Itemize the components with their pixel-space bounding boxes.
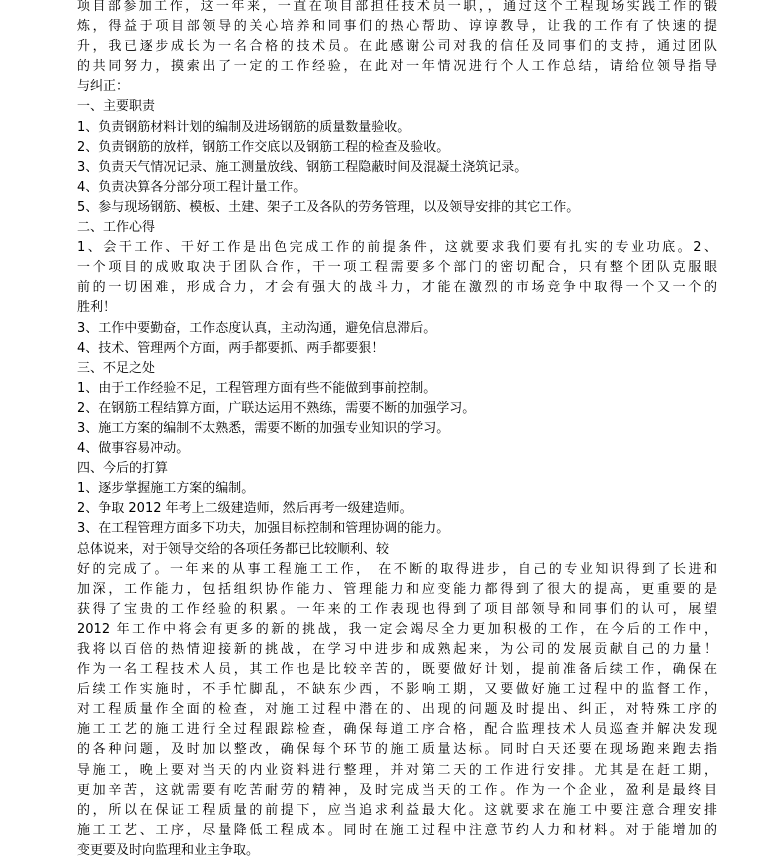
text-line: 总体说来，对于领导交给的各项任务都已比较顺利、较: [77, 541, 390, 557]
document-body: [77, 0, 717, 861]
text-line: 1、由于工作经验不足，工程管理方面有些不能做到事前控制。: [77, 380, 437, 396]
text-line: 2、负责钢筋的放样，钢筋工作交底以及钢筋工程的检查及验收。: [77, 139, 450, 155]
text-line: 4、技术、管理两个方面，两手都要抓、两手都要狠！: [77, 340, 385, 356]
text-line: 四、今后的打算: [77, 461, 169, 477]
text-line: 一个项目的成败取决于团队合作，干一项工程需要多个部门的密切配合，只有整个团队克服眼: [77, 260, 717, 276]
text-line: 3、负责天气情况记录、施工测量放线、钢筋工程隐蔽时间及混凝土浇筑记录。: [77, 159, 528, 175]
text-line: 炼，得益于项目部领导的关心培养和同事们的热心帮助、谆谆教导，让我的工作有了快速的提: [77, 19, 717, 35]
text-line: 三、不足之处: [77, 360, 156, 376]
text-line: 加深，工作能力，包括组织协作能力、管理能力和应变能力都得到了很大的提高，更重要的是: [77, 581, 717, 597]
text-line: 对工程质量作全面的检查，对施工过程中潜在的、出现的问题及时提出、纠正，对特殊工序的: [77, 702, 717, 718]
text-line: 好的完成了。一年来的从事工程施工工作， 在不断的取得进步，自己的专业知识得到了长进和: [77, 561, 717, 577]
text-line: 4、做事容易冲动。: [77, 441, 190, 457]
text-line: 施工工艺、工序，尽量降低工程成本。同时在施工过程中注意节约人力和材料。对于能增加的: [77, 822, 717, 838]
text-line: 2、在钢筋工程结算方面，广联达运用不熟练，需要不断的加强学习。: [77, 400, 476, 416]
text-line: 的共同努力，摸索出了一定的工作经验，在此对一年情况进行个人工作总结，请给位领导指导: [77, 59, 717, 75]
text-line: 项目部参加工作，这一年来，一直在项目部担任技术员一职，，通过这个工程现场实践工作的锻: [77, 0, 717, 14]
text-line: 更加辛苦，这就需要有吃苦耐劳的精神，及时完成当天的工作。作为一个企业，盈利是最终目: [77, 782, 717, 798]
text-line: 1、逐步掌握施工方案的编制。: [77, 481, 255, 497]
text-line: 前的一切困难，形成合力，才会有强大的战斗力，才能在激烈的市场竞争中取得一个又一个的: [77, 280, 717, 296]
text-line: 的，所以在保证工程质量的前提下，应当追求利益最大化。这就要求在施工中要注意合理安排: [77, 802, 717, 818]
text-line: 一、主要职责: [77, 99, 156, 115]
text-line: 胜利！: [77, 300, 117, 316]
text-line: 1、负责钢筋材料计划的编制及进场钢筋的质量数量验收。: [77, 119, 411, 135]
text-line: 获得了宝贵的工作经验的积累。一年来的工作表现也得到了项目部领导和同事们的认可，展望: [77, 601, 717, 617]
text-line: 我将以百倍的热情迎接新的挑战，在学习中进步和成熟起来，为公司的发展贡献自己的力量！: [77, 642, 717, 657]
text-line: 与纠正：: [77, 79, 130, 95]
text-line: 二、工作心得: [77, 220, 156, 236]
text-line: 3、施工方案的编制不太熟悉，需要不断的加强专业知识的学习。: [77, 420, 450, 436]
text-line: 3、工作中要勤奋，工作态度认真，主动沟通，避免信息滞后。: [77, 320, 437, 336]
text-line: 变更要及时向监理和业主争取。: [77, 842, 260, 858]
text-line: 1、会干工作、干好工作是出色完成工作的前提条件，这就要求我们要有扎实的专业功底。2、: [77, 240, 717, 256]
text-line: 的各种问题，及时加以整改，确保每个环节的施工质量达标。同时白天还要在现场跑来跑去指: [77, 742, 717, 758]
text-line: 作为一名工程技术人员，其工作也是比较辛苦的，既要做好计划，提前准备后续工作，确保在: [77, 662, 717, 678]
text-line: 施工工艺的施工进行全过程跟踪检查，确保每道工序合格，配合监理技术人员巡查并解决发现: [77, 722, 717, 738]
text-line: 导施工，晚上要对当天的内业资料进行整理，并对第二天的工作进行安排。尤其是在赶工期，: [77, 762, 717, 778]
text-line: 2012 年工作中将会有更多的新的挑战，我一定会竭尽全力更加积极的工作，在今后的工作中，: [77, 621, 717, 637]
text-line: 3、在工程管理方面多下功夫，加强目标控制和管理协调的能力。: [77, 521, 450, 537]
text-line: 后续工作实施时，不手忙脚乱，不缺东少西，不影响工期，又要做好施工过程中的监督工作，: [77, 682, 717, 698]
text-line: 升，我已逐步成长为一名合格的技术员。在此感谢公司对我的信任及同事们的支持，通过团队: [77, 39, 717, 55]
text-line: 4、负责决算各分部分项工程计量工作。: [77, 179, 307, 195]
text-line: 2、争取 2012 年考上二级建造师，然后再考一级建造师。: [77, 501, 413, 517]
text-line: 5、参与现场钢筋、模板、土建、架子工及各队的劳务管理，以及领导安排的其它工作。: [77, 199, 580, 215]
